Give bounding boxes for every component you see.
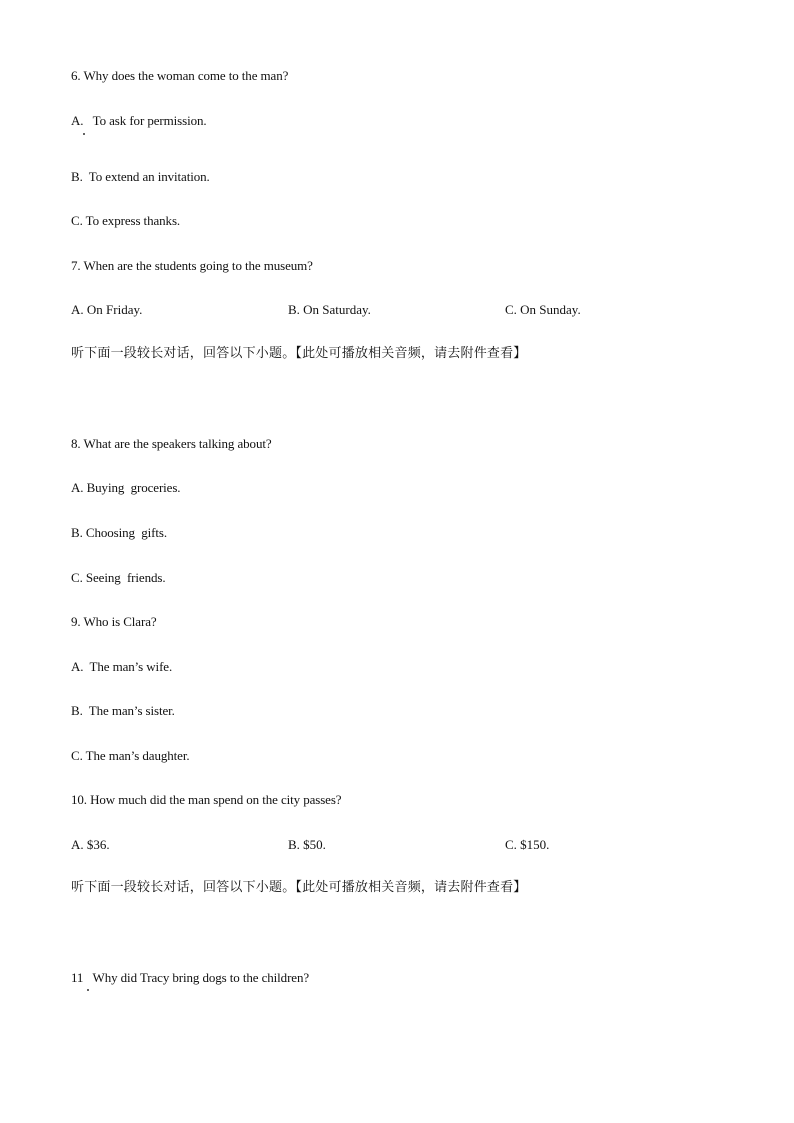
question-6-option-c: C. To express thanks. <box>71 213 181 228</box>
speck-mark <box>83 133 85 135</box>
question-7-option-b: B. On Saturday. <box>288 302 371 317</box>
question-10-option-a: A. $36. <box>71 837 110 852</box>
question-7-options <box>71 302 731 318</box>
question-7-option-c: C. On Sunday. <box>505 302 581 317</box>
question-6-option-a: A. To ask for permission. <box>71 113 207 128</box>
question-8-option-c: C. Seeing friends. <box>71 570 166 585</box>
question-8-option-b: B. Choosing gifts. <box>71 525 167 540</box>
question-6: 6. Why does the woman come to the man? <box>71 68 289 83</box>
audio-instruction-2: 听下面一段较长对话，回答以下小题。【此处可播放相关音频，请去附件查看】 <box>71 880 527 895</box>
question-9-option-c: C. The man’s daughter. <box>71 748 190 763</box>
question-9: 9. Who is Clara? <box>71 614 157 629</box>
question-11: 11 Why did Tracy bring dogs to the children? <box>71 970 310 985</box>
question-10-option-b: B. $50. <box>288 837 326 852</box>
speck-mark <box>87 989 89 991</box>
question-10: 10. How much did the man spend on the city passes? <box>71 792 342 807</box>
question-10-options <box>71 837 731 853</box>
question-9-option-b: B. The man’s sister. <box>71 703 175 718</box>
question-10-option-c: C. $150. <box>505 837 550 852</box>
question-9-option-a: A. The man’s wife. <box>71 659 173 674</box>
question-8: 8. What are the speakers talking about? <box>71 436 272 451</box>
audio-instruction-1: 听下面一段较长对话，回答以下小题。【此处可播放相关音频，请去附件查看】 <box>71 346 527 361</box>
question-6-option-b: B. To extend an invitation. <box>71 169 210 184</box>
question-7: 7. When are the students going to the museum? <box>71 258 313 273</box>
question-8-option-a: A. Buying groceries. <box>71 480 181 495</box>
question-7-option-a: A. On Friday. <box>71 302 143 317</box>
